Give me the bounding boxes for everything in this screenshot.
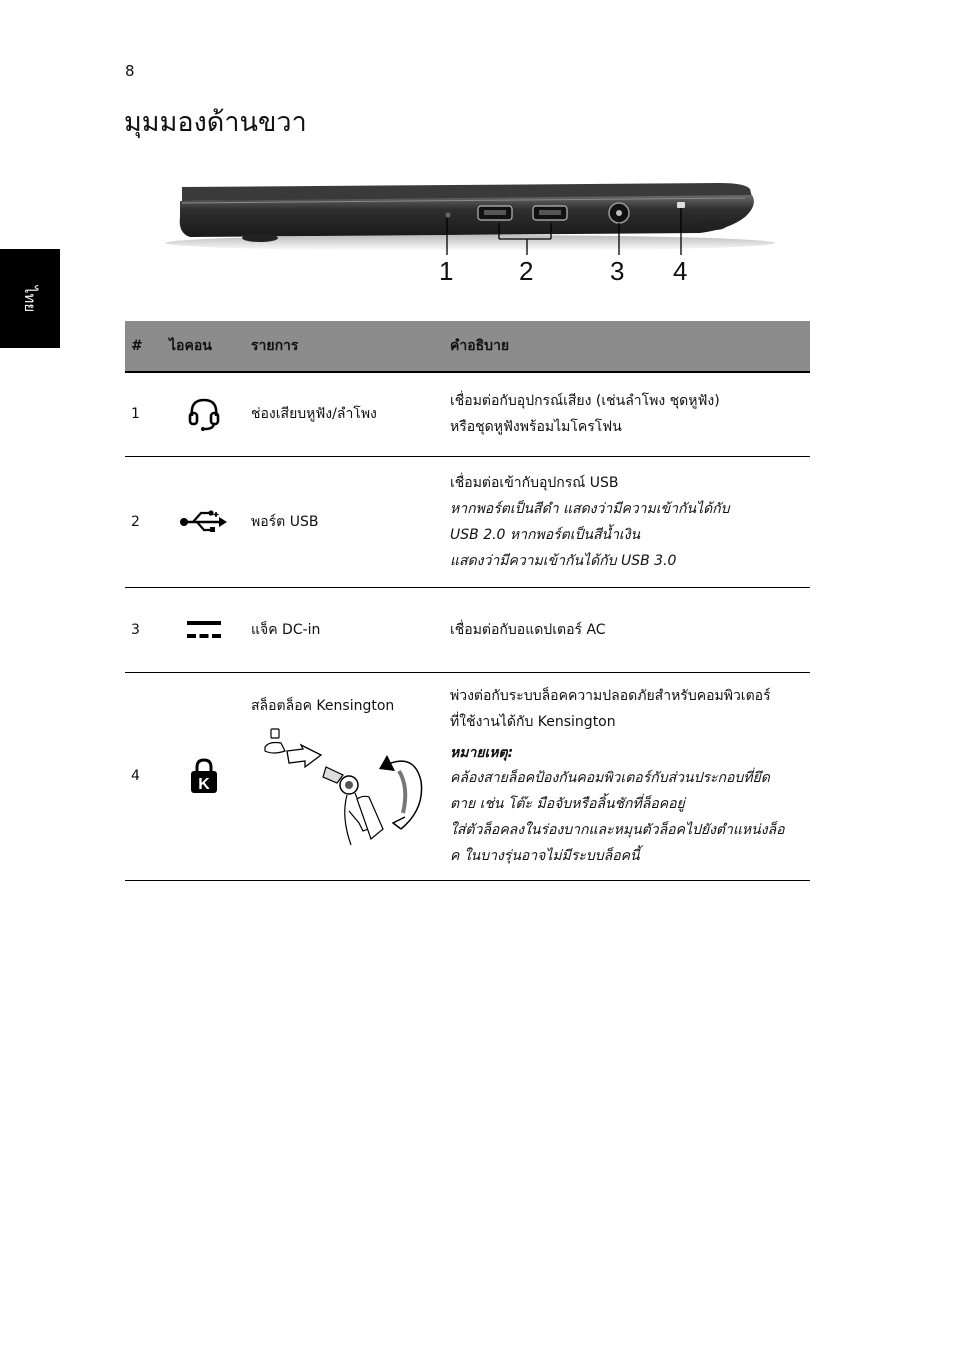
desc-line: USB 2.0 หากพอร์ตเป็นสีน้ำเงิน: [450, 526, 641, 543]
note-line: ใส่ตัวล็อคลงในร่องบากและหมุนตัวล็อคไปยังตำแหน่งล็อ: [450, 822, 785, 838]
kensington-lock-icon: [189, 758, 219, 794]
dc-in-icon: [186, 619, 222, 641]
row-number: 2: [125, 456, 163, 587]
item-label: แจ็ค DC-in: [245, 587, 444, 672]
desc-line: เชื่อมต่อกับอแดปเตอร์ AC: [450, 621, 606, 638]
row-number: 3: [125, 587, 163, 672]
desc-line: แสดงว่ามีความเข้ากันได้กับ USB 3.0: [450, 552, 677, 569]
svg-text:K: K: [198, 776, 210, 793]
table-row: [125, 672, 810, 880]
table-row: [125, 372, 810, 456]
usb-icon: [179, 510, 229, 534]
desc-line: ที่ใช้งานได้กับ Kensington: [450, 714, 616, 730]
row-number: 4: [125, 672, 163, 880]
header-icon: ไอคอน: [163, 321, 245, 372]
language-tab-label: ไทย: [21, 285, 39, 312]
item-label: พอร์ต USB: [245, 456, 444, 587]
header-desc: คำอธิบาย: [444, 321, 810, 372]
note-line: ค ในบางรุ่นอาจไม่มีระบบล็อคนี้: [450, 848, 640, 864]
page-number: 8: [125, 62, 135, 80]
callout-4: 4: [673, 256, 688, 286]
table-row: [125, 456, 810, 587]
desc-line: หรือชุดหูฟังพร้อมไมโครโฟน: [450, 419, 622, 436]
desc-line: เชื่อมต่อกับอุปกรณ์เสียง (เช่นลำโพง ชุดหูฟัง): [450, 393, 720, 410]
desc-line: หากพอร์ตเป็นสีดำ แสดงว่ามีความเข้ากันได้กับ: [450, 500, 730, 517]
language-tab: [0, 249, 60, 348]
header-num: #: [125, 321, 163, 372]
note-line: ตาย เช่น โต๊ะ มือจับหรือลิ้นชักที่ล็อคอยู่: [450, 796, 685, 812]
row-number: 1: [125, 372, 163, 456]
kensington-lock-illustration: [251, 727, 431, 849]
desc-line: เชื่อมต่อเข้ากับอุปกรณ์ USB: [450, 474, 619, 491]
desc-line: พ่วงต่อกับระบบล็อคความปลอดภัยสำหรับคอมพิวเตอร์: [450, 688, 771, 704]
note-label: หมายเหตุ:: [450, 745, 514, 761]
item-label: สล็อตล็อค Kensington: [251, 697, 395, 714]
callout-2: 2: [519, 256, 534, 286]
ports-table: [125, 321, 810, 881]
note-line: คล้องสายล็อคป้องกันคอมพิวเตอร์กับส่วนประกอบที่ยึด: [450, 770, 770, 786]
table-header-row: [125, 321, 810, 372]
page-title: มุมมองด้านขวา: [124, 107, 307, 138]
callout-3: 3: [610, 256, 625, 286]
item-label: ช่องเสียบหูฟัง/ลำโพง: [245, 372, 444, 456]
callout-1: 1: [439, 256, 454, 286]
headset-icon: [187, 396, 221, 432]
header-item: รายการ: [245, 321, 444, 372]
table-row: [125, 587, 810, 672]
